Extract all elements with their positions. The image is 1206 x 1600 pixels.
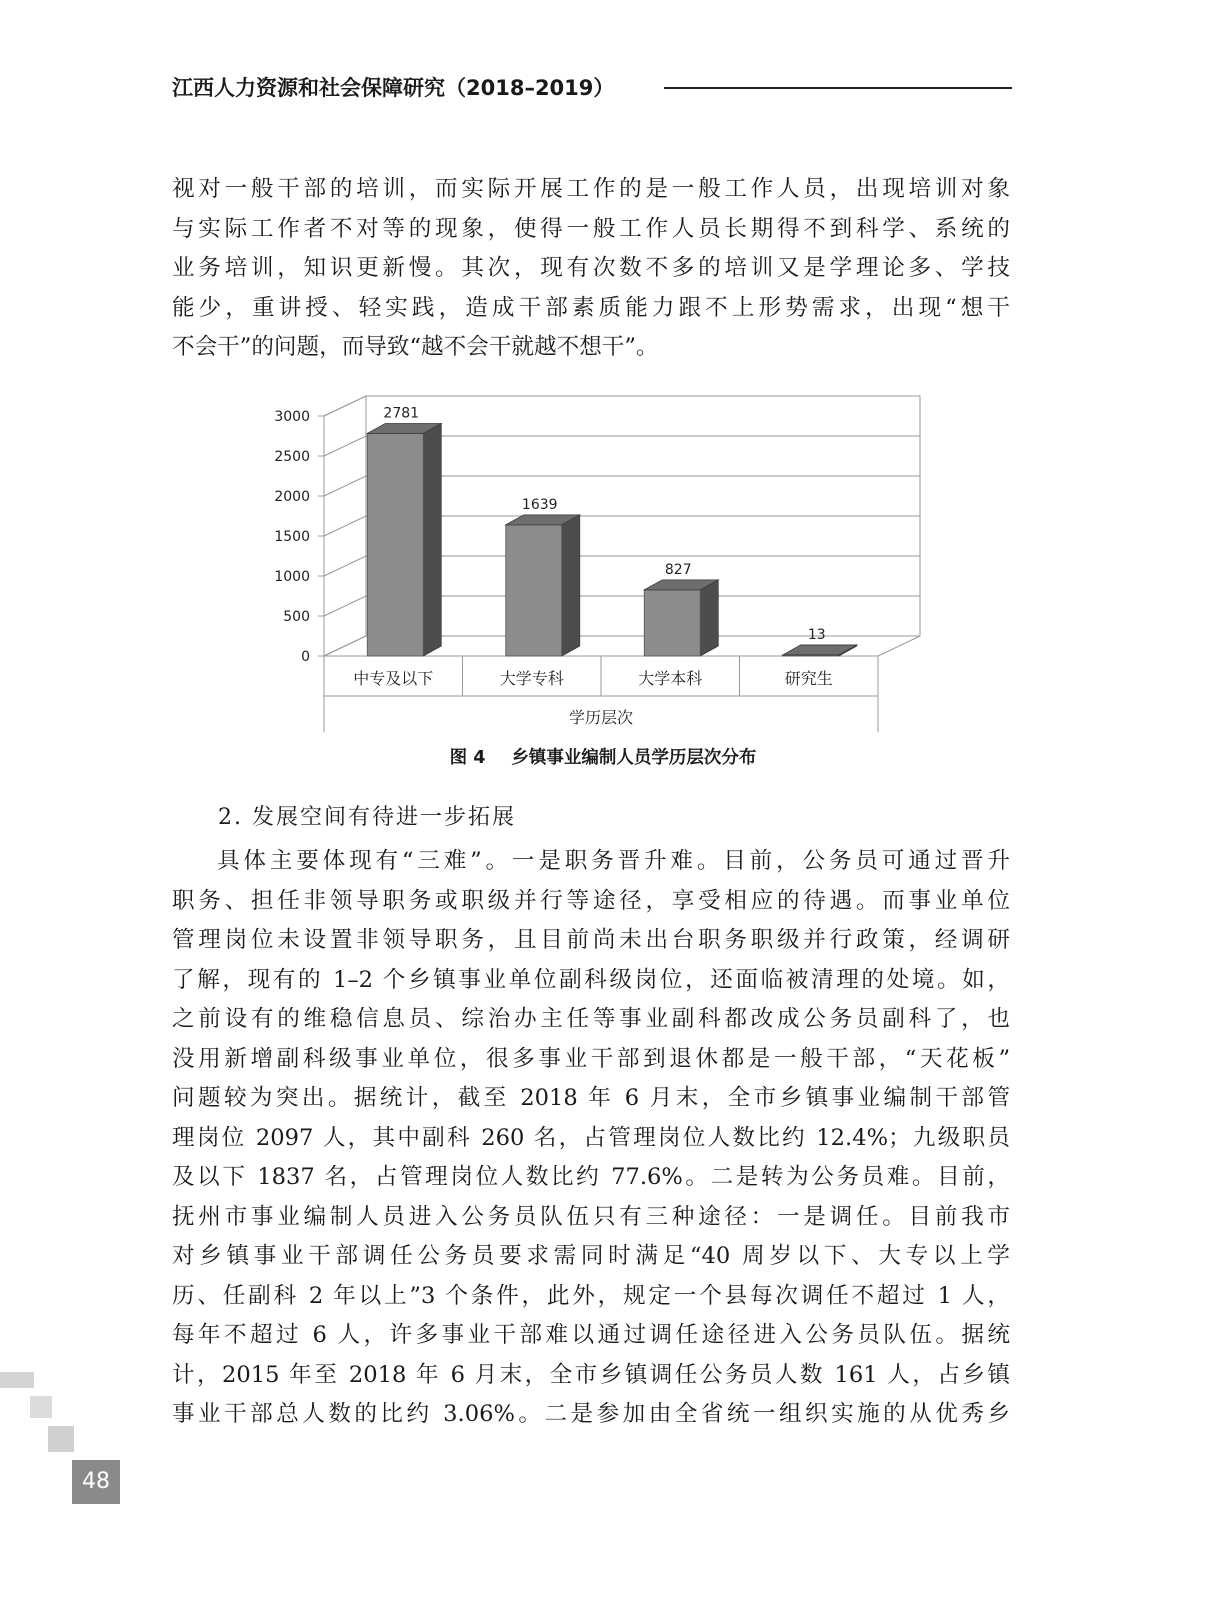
- text-line: 不会干”的问题，而导致“越不会干就越不想干”。: [172, 334, 659, 360]
- data-label: 2781: [383, 405, 420, 422]
- text-line: 没用新增副科级事业单位，很多事业干部到退休都是一般干部，“天花板”: [172, 1045, 1010, 1072]
- text-line: 具体主要体现有“三难”。一是职务晋升难。目前，公务员可通过晋升: [217, 848, 1010, 874]
- y-tick-label: 1000: [274, 569, 310, 585]
- data-label: 827: [664, 561, 692, 578]
- decorative-square: [30, 1396, 52, 1418]
- figure-caption: [0, 744, 1206, 769]
- running-header-title: 江西人力资源和社会保障研究（2018–2019）: [172, 76, 615, 100]
- body-paragraph-2: [172, 842, 1010, 1435]
- text-line: 抚州市事业编制人员进入公务员队伍只有三种途径：一是调任。目前我市: [172, 1203, 1010, 1230]
- y-tick-label: 2000: [274, 489, 310, 505]
- text-line: 及以下 1837 名，占管理岗位人数比约 77.6%。二是转为公务员难。目前，: [172, 1164, 1010, 1190]
- text-line: 业务培训，知识更新慢。其次，现有次数不多的培训又是学理论多、学技: [172, 255, 1010, 281]
- data-label: 1639: [521, 496, 558, 513]
- bar-side: [700, 580, 718, 656]
- bar-side: [423, 424, 441, 656]
- x-category-label: 研究生: [784, 669, 833, 688]
- y-tick-label: 500: [283, 609, 310, 625]
- bar: [367, 434, 423, 656]
- x-category-label: 大学本科: [638, 669, 703, 688]
- header-rule: [664, 87, 1012, 89]
- y-tick-label: 1500: [274, 529, 310, 545]
- text-line: 问题较为突出。据统计，截至 2018 年 6 月末，全市乡镇事业编制干部管: [172, 1085, 1010, 1111]
- x-axis-label: 学历层次: [568, 708, 634, 727]
- text-line: 对乡镇事业干部调任公务员要求需同时满足“40 周岁以下、大专以上学: [172, 1243, 1010, 1269]
- x-category-label: 中专及以下: [353, 669, 434, 688]
- text-line: 计，2015 年至 2018 年 6 月末，全市乡镇调任公务员人数 161 人，占乡镇: [172, 1361, 1010, 1388]
- decorative-square: [48, 1426, 74, 1452]
- education-bar-chart: [250, 390, 930, 735]
- bar: [506, 525, 562, 656]
- body-paragraph-1: [172, 170, 1010, 368]
- decorative-square: [0, 1372, 34, 1388]
- data-label: 13: [807, 626, 826, 643]
- text-line: 理岗位 2097 人，其中副科 260 名，占管理岗位人数比约 12.4%；九级职员: [172, 1124, 1010, 1151]
- page-number: 48: [72, 1460, 120, 1504]
- bar: [644, 590, 700, 656]
- text-line: 能少，重讲授、轻实践，造成干部素质能力跟不上形势需求，出现“想干: [172, 294, 1010, 321]
- text-line: 视对一般干部的培训，而实际开展工作的是一般工作人员，出现培训对象: [172, 176, 1010, 202]
- running-header: [172, 70, 1012, 110]
- text-line: 事业干部总人数的比约 3.06%。二是参加由全省统一组织实施的从优秀乡: [172, 1401, 1010, 1427]
- figure-caption-text: 乡镇事业编制人员学历层次分布: [511, 748, 757, 768]
- text-line: 之前设有的维稳信息员、综治办主任等事业副科都改成公务员副科了，也: [172, 1006, 1010, 1032]
- bar-side: [562, 515, 580, 656]
- figure-number: 图 4: [449, 748, 486, 768]
- y-tick-label: 3000: [274, 409, 310, 425]
- text-line: 与实际工作者不对等的现象，使得一般工作人员长期得不到科学、系统的: [172, 215, 1010, 242]
- text-line: 了解，现有的 1–2 个乡镇事业单位副科级岗位，还面临被清理的处境。如，: [172, 966, 1010, 993]
- text-line: 管理岗位未设置非领导职务，且目前尚未出台职务职级并行政策，经调研: [172, 927, 1010, 953]
- text-line: 历、任副科 2 年以上”3 个条件，此外，规定一个县每次调任不超过 1 人，: [172, 1282, 1010, 1309]
- chart-svg: [250, 390, 930, 735]
- section-subheading: 2. 发展空间有待进一步拓展: [218, 805, 516, 830]
- text-line: 每年不超过 6 人，许多事业干部难以通过调任途径进入公务员队伍。据统: [172, 1322, 1010, 1348]
- text-line: 职务、担任非领导职务或职级并行等途径，享受相应的待遇。而事业单位: [172, 887, 1010, 914]
- y-tick-label: 0: [301, 649, 310, 665]
- y-tick-label: 2500: [274, 449, 310, 465]
- x-category-label: 大学专科: [499, 669, 564, 688]
